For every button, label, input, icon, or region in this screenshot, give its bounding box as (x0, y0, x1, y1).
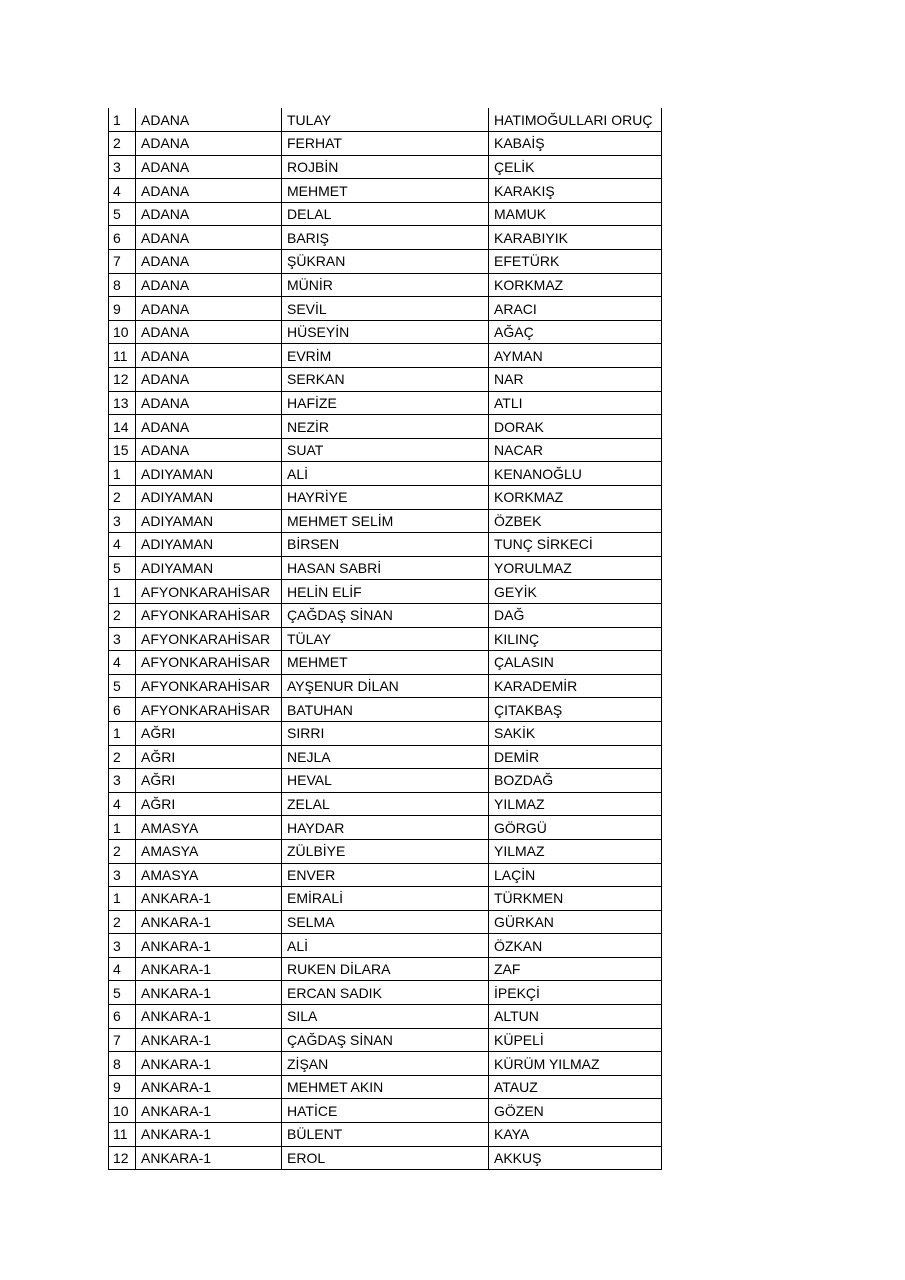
city-cell: ADANA (136, 273, 282, 297)
row-number: 2 (109, 603, 136, 627)
city-cell: AĞRI (136, 792, 282, 816)
city-cell: ADIYAMAN (136, 509, 282, 533)
last-name-cell: KARADEMİR (489, 674, 662, 698)
first-name-cell: ŞÜKRAN (282, 250, 489, 274)
city-cell: ADANA (136, 108, 282, 132)
city-cell: ANKARA-1 (136, 981, 282, 1005)
table-row (109, 698, 662, 722)
table-row (109, 509, 662, 533)
last-name-cell: DORAK (489, 415, 662, 439)
table-row (109, 1123, 662, 1147)
row-number: 4 (109, 792, 136, 816)
row-number: 6 (109, 1005, 136, 1029)
table-row (109, 226, 662, 250)
last-name-cell: KÜRÜM YILMAZ (489, 1052, 662, 1076)
city-cell: AĞRI (136, 769, 282, 793)
table-row (109, 674, 662, 698)
last-name-cell: KÜPELİ (489, 1028, 662, 1052)
last-name-cell: TÜRKMEN (489, 887, 662, 911)
row-number: 1 (109, 462, 136, 486)
row-number: 3 (109, 155, 136, 179)
city-cell: AFYONKARAHİSAR (136, 698, 282, 722)
last-name-cell: KABAİŞ (489, 132, 662, 156)
first-name-cell: ZÜLBİYE (282, 839, 489, 863)
table-row (109, 887, 662, 911)
first-name-cell: SIRRI (282, 721, 489, 745)
row-number: 8 (109, 273, 136, 297)
row-number: 6 (109, 698, 136, 722)
first-name-cell: SILA (282, 1005, 489, 1029)
city-cell: AMASYA (136, 816, 282, 840)
first-name-cell: BÜLENT (282, 1123, 489, 1147)
table-row (109, 273, 662, 297)
table-row (109, 580, 662, 604)
first-name-cell: HÜSEYİN (282, 320, 489, 344)
city-cell: ANKARA-1 (136, 1123, 282, 1147)
city-cell: AFYONKARAHİSAR (136, 651, 282, 675)
table-row (109, 462, 662, 486)
first-name-cell: HATİCE (282, 1099, 489, 1123)
row-number: 11 (109, 344, 136, 368)
table-row (109, 1028, 662, 1052)
table-row (109, 651, 662, 675)
first-name-cell: HAYDAR (282, 816, 489, 840)
table-row (109, 863, 662, 887)
last-name-cell: NAR (489, 368, 662, 392)
city-cell: ANKARA-1 (136, 1052, 282, 1076)
first-name-cell: EROL (282, 1146, 489, 1170)
city-cell: AMASYA (136, 839, 282, 863)
first-name-cell: MEHMET (282, 179, 489, 203)
row-number: 5 (109, 202, 136, 226)
city-cell: ADANA (136, 368, 282, 392)
first-name-cell: NEZİR (282, 415, 489, 439)
row-number: 12 (109, 368, 136, 392)
first-name-cell: HEVAL (282, 769, 489, 793)
table-row (109, 556, 662, 580)
last-name-cell: GEYİK (489, 580, 662, 604)
city-cell: ANKARA-1 (136, 1146, 282, 1170)
row-number: 5 (109, 981, 136, 1005)
last-name-cell: ALTUN (489, 1005, 662, 1029)
row-number: 4 (109, 651, 136, 675)
last-name-cell: KORKMAZ (489, 273, 662, 297)
last-name-cell: ÖZBEK (489, 509, 662, 533)
row-number: 2 (109, 839, 136, 863)
city-cell: ADANA (136, 132, 282, 156)
last-name-cell: ATAUZ (489, 1075, 662, 1099)
city-cell: ANKARA-1 (136, 1005, 282, 1029)
last-name-cell: ATLI (489, 391, 662, 415)
city-cell: ADANA (136, 250, 282, 274)
first-name-cell: ALİ (282, 934, 489, 958)
table-row (109, 344, 662, 368)
table-row (109, 603, 662, 627)
city-cell: AFYONKARAHİSAR (136, 674, 282, 698)
table-row (109, 533, 662, 557)
last-name-cell: AĞAÇ (489, 320, 662, 344)
last-name-cell: BOZDAĞ (489, 769, 662, 793)
row-number: 3 (109, 769, 136, 793)
last-name-cell: ÇALASIN (489, 651, 662, 675)
table-row (109, 297, 662, 321)
first-name-cell: ÇAĞDAŞ SİNAN (282, 603, 489, 627)
first-name-cell: SEVİL (282, 297, 489, 321)
first-name-cell: HELİN ELİF (282, 580, 489, 604)
table-row (109, 1146, 662, 1170)
city-cell: ADANA (136, 297, 282, 321)
first-name-cell: ROJBİN (282, 155, 489, 179)
last-name-cell: KORKMAZ (489, 486, 662, 510)
city-cell: ADANA (136, 202, 282, 226)
row-number: 10 (109, 1099, 136, 1123)
row-number: 1 (109, 816, 136, 840)
first-name-cell: HASAN SABRİ (282, 556, 489, 580)
city-cell: AĞRI (136, 745, 282, 769)
city-cell: ANKARA-1 (136, 1099, 282, 1123)
row-number: 4 (109, 957, 136, 981)
city-cell: AFYONKARAHİSAR (136, 580, 282, 604)
row-number: 1 (109, 721, 136, 745)
first-name-cell: SELMA (282, 910, 489, 934)
first-name-cell: EMİRALİ (282, 887, 489, 911)
table-row (109, 415, 662, 439)
first-name-cell: TÜLAY (282, 627, 489, 651)
first-name-cell: MEHMET AKIN (282, 1075, 489, 1099)
table-row (109, 155, 662, 179)
city-cell: ADANA (136, 179, 282, 203)
last-name-cell: LAÇİN (489, 863, 662, 887)
row-number: 2 (109, 745, 136, 769)
row-number: 1 (109, 108, 136, 132)
row-number: 13 (109, 391, 136, 415)
row-number: 5 (109, 556, 136, 580)
last-name-cell: YILMAZ (489, 839, 662, 863)
last-name-cell: KARABIYIK (489, 226, 662, 250)
last-name-cell: ZAF (489, 957, 662, 981)
first-name-cell: BARIŞ (282, 226, 489, 250)
city-cell: ANKARA-1 (136, 1075, 282, 1099)
row-number: 14 (109, 415, 136, 439)
first-name-cell: SUAT (282, 438, 489, 462)
first-name-cell: MEHMET (282, 651, 489, 675)
row-number: 8 (109, 1052, 136, 1076)
first-name-cell: AYŞENUR DİLAN (282, 674, 489, 698)
table-row (109, 1099, 662, 1123)
city-cell: AFYONKARAHİSAR (136, 627, 282, 651)
first-name-cell: EVRİM (282, 344, 489, 368)
first-name-cell: FERHAT (282, 132, 489, 156)
last-name-cell: ÇITAKBAŞ (489, 698, 662, 722)
first-name-cell: RUKEN DİLARA (282, 957, 489, 981)
row-number: 3 (109, 627, 136, 651)
table-row (109, 391, 662, 415)
last-name-cell: KAYA (489, 1123, 662, 1147)
table-row (109, 320, 662, 344)
city-cell: ANKARA-1 (136, 1028, 282, 1052)
row-number: 4 (109, 179, 136, 203)
table-row (109, 934, 662, 958)
last-name-cell: GÜRKAN (489, 910, 662, 934)
last-name-cell: ARACI (489, 297, 662, 321)
first-name-cell: ALİ (282, 462, 489, 486)
last-name-cell: DAĞ (489, 603, 662, 627)
row-number: 9 (109, 297, 136, 321)
city-cell: ANKARA-1 (136, 957, 282, 981)
first-name-cell: TULAY (282, 108, 489, 132)
row-number: 11 (109, 1123, 136, 1147)
table-row (109, 957, 662, 981)
first-name-cell: MEHMET SELİM (282, 509, 489, 533)
first-name-cell: ÇAĞDAŞ SİNAN (282, 1028, 489, 1052)
last-name-cell: GÖZEN (489, 1099, 662, 1123)
candidate-table-body (109, 108, 662, 1170)
table-row (109, 179, 662, 203)
table-row (109, 368, 662, 392)
table-row (109, 202, 662, 226)
row-number: 6 (109, 226, 136, 250)
city-cell: AMASYA (136, 863, 282, 887)
table-row (109, 745, 662, 769)
row-number: 1 (109, 580, 136, 604)
last-name-cell: SAKİK (489, 721, 662, 745)
table-row (109, 839, 662, 863)
first-name-cell: SERKAN (282, 368, 489, 392)
row-number: 3 (109, 509, 136, 533)
table-row (109, 1005, 662, 1029)
first-name-cell: ZİŞAN (282, 1052, 489, 1076)
city-cell: ADANA (136, 226, 282, 250)
last-name-cell: KARAKIŞ (489, 179, 662, 203)
last-name-cell: AYMAN (489, 344, 662, 368)
city-cell: ADANA (136, 438, 282, 462)
table-row (109, 486, 662, 510)
row-number: 2 (109, 486, 136, 510)
last-name-cell: ÇELİK (489, 155, 662, 179)
first-name-cell: ERCAN SADIK (282, 981, 489, 1005)
city-cell: AFYONKARAHİSAR (136, 603, 282, 627)
city-cell: ANKARA-1 (136, 910, 282, 934)
city-cell: AĞRI (136, 721, 282, 745)
last-name-cell: EFETÜRK (489, 250, 662, 274)
row-number: 3 (109, 863, 136, 887)
table-row (109, 769, 662, 793)
row-number: 4 (109, 533, 136, 557)
first-name-cell: DELAL (282, 202, 489, 226)
last-name-cell: YILMAZ (489, 792, 662, 816)
table-row (109, 1075, 662, 1099)
row-number: 9 (109, 1075, 136, 1099)
first-name-cell: ENVER (282, 863, 489, 887)
first-name-cell: BATUHAN (282, 698, 489, 722)
table-row (109, 627, 662, 651)
row-number: 15 (109, 438, 136, 462)
city-cell: ADIYAMAN (136, 462, 282, 486)
row-number: 2 (109, 132, 136, 156)
table-row (109, 250, 662, 274)
first-name-cell: NEJLA (282, 745, 489, 769)
city-cell: ADANA (136, 320, 282, 344)
table-row (109, 132, 662, 156)
city-cell: ADIYAMAN (136, 486, 282, 510)
last-name-cell: TUNÇ SİRKECİ (489, 533, 662, 557)
row-number: 7 (109, 1028, 136, 1052)
city-cell: ADANA (136, 155, 282, 179)
table-row (109, 1052, 662, 1076)
table-row (109, 108, 662, 132)
last-name-cell: HATIMOĞULLARI ORUÇ (489, 108, 662, 132)
table-row (109, 792, 662, 816)
city-cell: ADANA (136, 415, 282, 439)
city-cell: ADIYAMAN (136, 533, 282, 557)
row-number: 10 (109, 320, 136, 344)
first-name-cell: ZELAL (282, 792, 489, 816)
city-cell: ADANA (136, 344, 282, 368)
table-row (109, 816, 662, 840)
first-name-cell: MÜNİR (282, 273, 489, 297)
last-name-cell: ÖZKAN (489, 934, 662, 958)
last-name-cell: KILINÇ (489, 627, 662, 651)
last-name-cell: MAMUK (489, 202, 662, 226)
city-cell: ANKARA-1 (136, 887, 282, 911)
city-cell: ADIYAMAN (136, 556, 282, 580)
first-name-cell: BİRSEN (282, 533, 489, 557)
last-name-cell: KENANOĞLU (489, 462, 662, 486)
first-name-cell: HAFİZE (282, 391, 489, 415)
last-name-cell: İPEKÇİ (489, 981, 662, 1005)
row-number: 7 (109, 250, 136, 274)
last-name-cell: NACAR (489, 438, 662, 462)
table-row (109, 438, 662, 462)
last-name-cell: GÖRGÜ (489, 816, 662, 840)
city-cell: ADANA (136, 391, 282, 415)
last-name-cell: DEMİR (489, 745, 662, 769)
row-number: 5 (109, 674, 136, 698)
row-number: 1 (109, 887, 136, 911)
table-row (109, 910, 662, 934)
row-number: 3 (109, 934, 136, 958)
row-number: 12 (109, 1146, 136, 1170)
table-row (109, 981, 662, 1005)
last-name-cell: YORULMAZ (489, 556, 662, 580)
first-name-cell: HAYRİYE (282, 486, 489, 510)
last-name-cell: AKKUŞ (489, 1146, 662, 1170)
table-row (109, 721, 662, 745)
row-number: 2 (109, 910, 136, 934)
candidate-table (108, 108, 662, 1170)
city-cell: ANKARA-1 (136, 934, 282, 958)
